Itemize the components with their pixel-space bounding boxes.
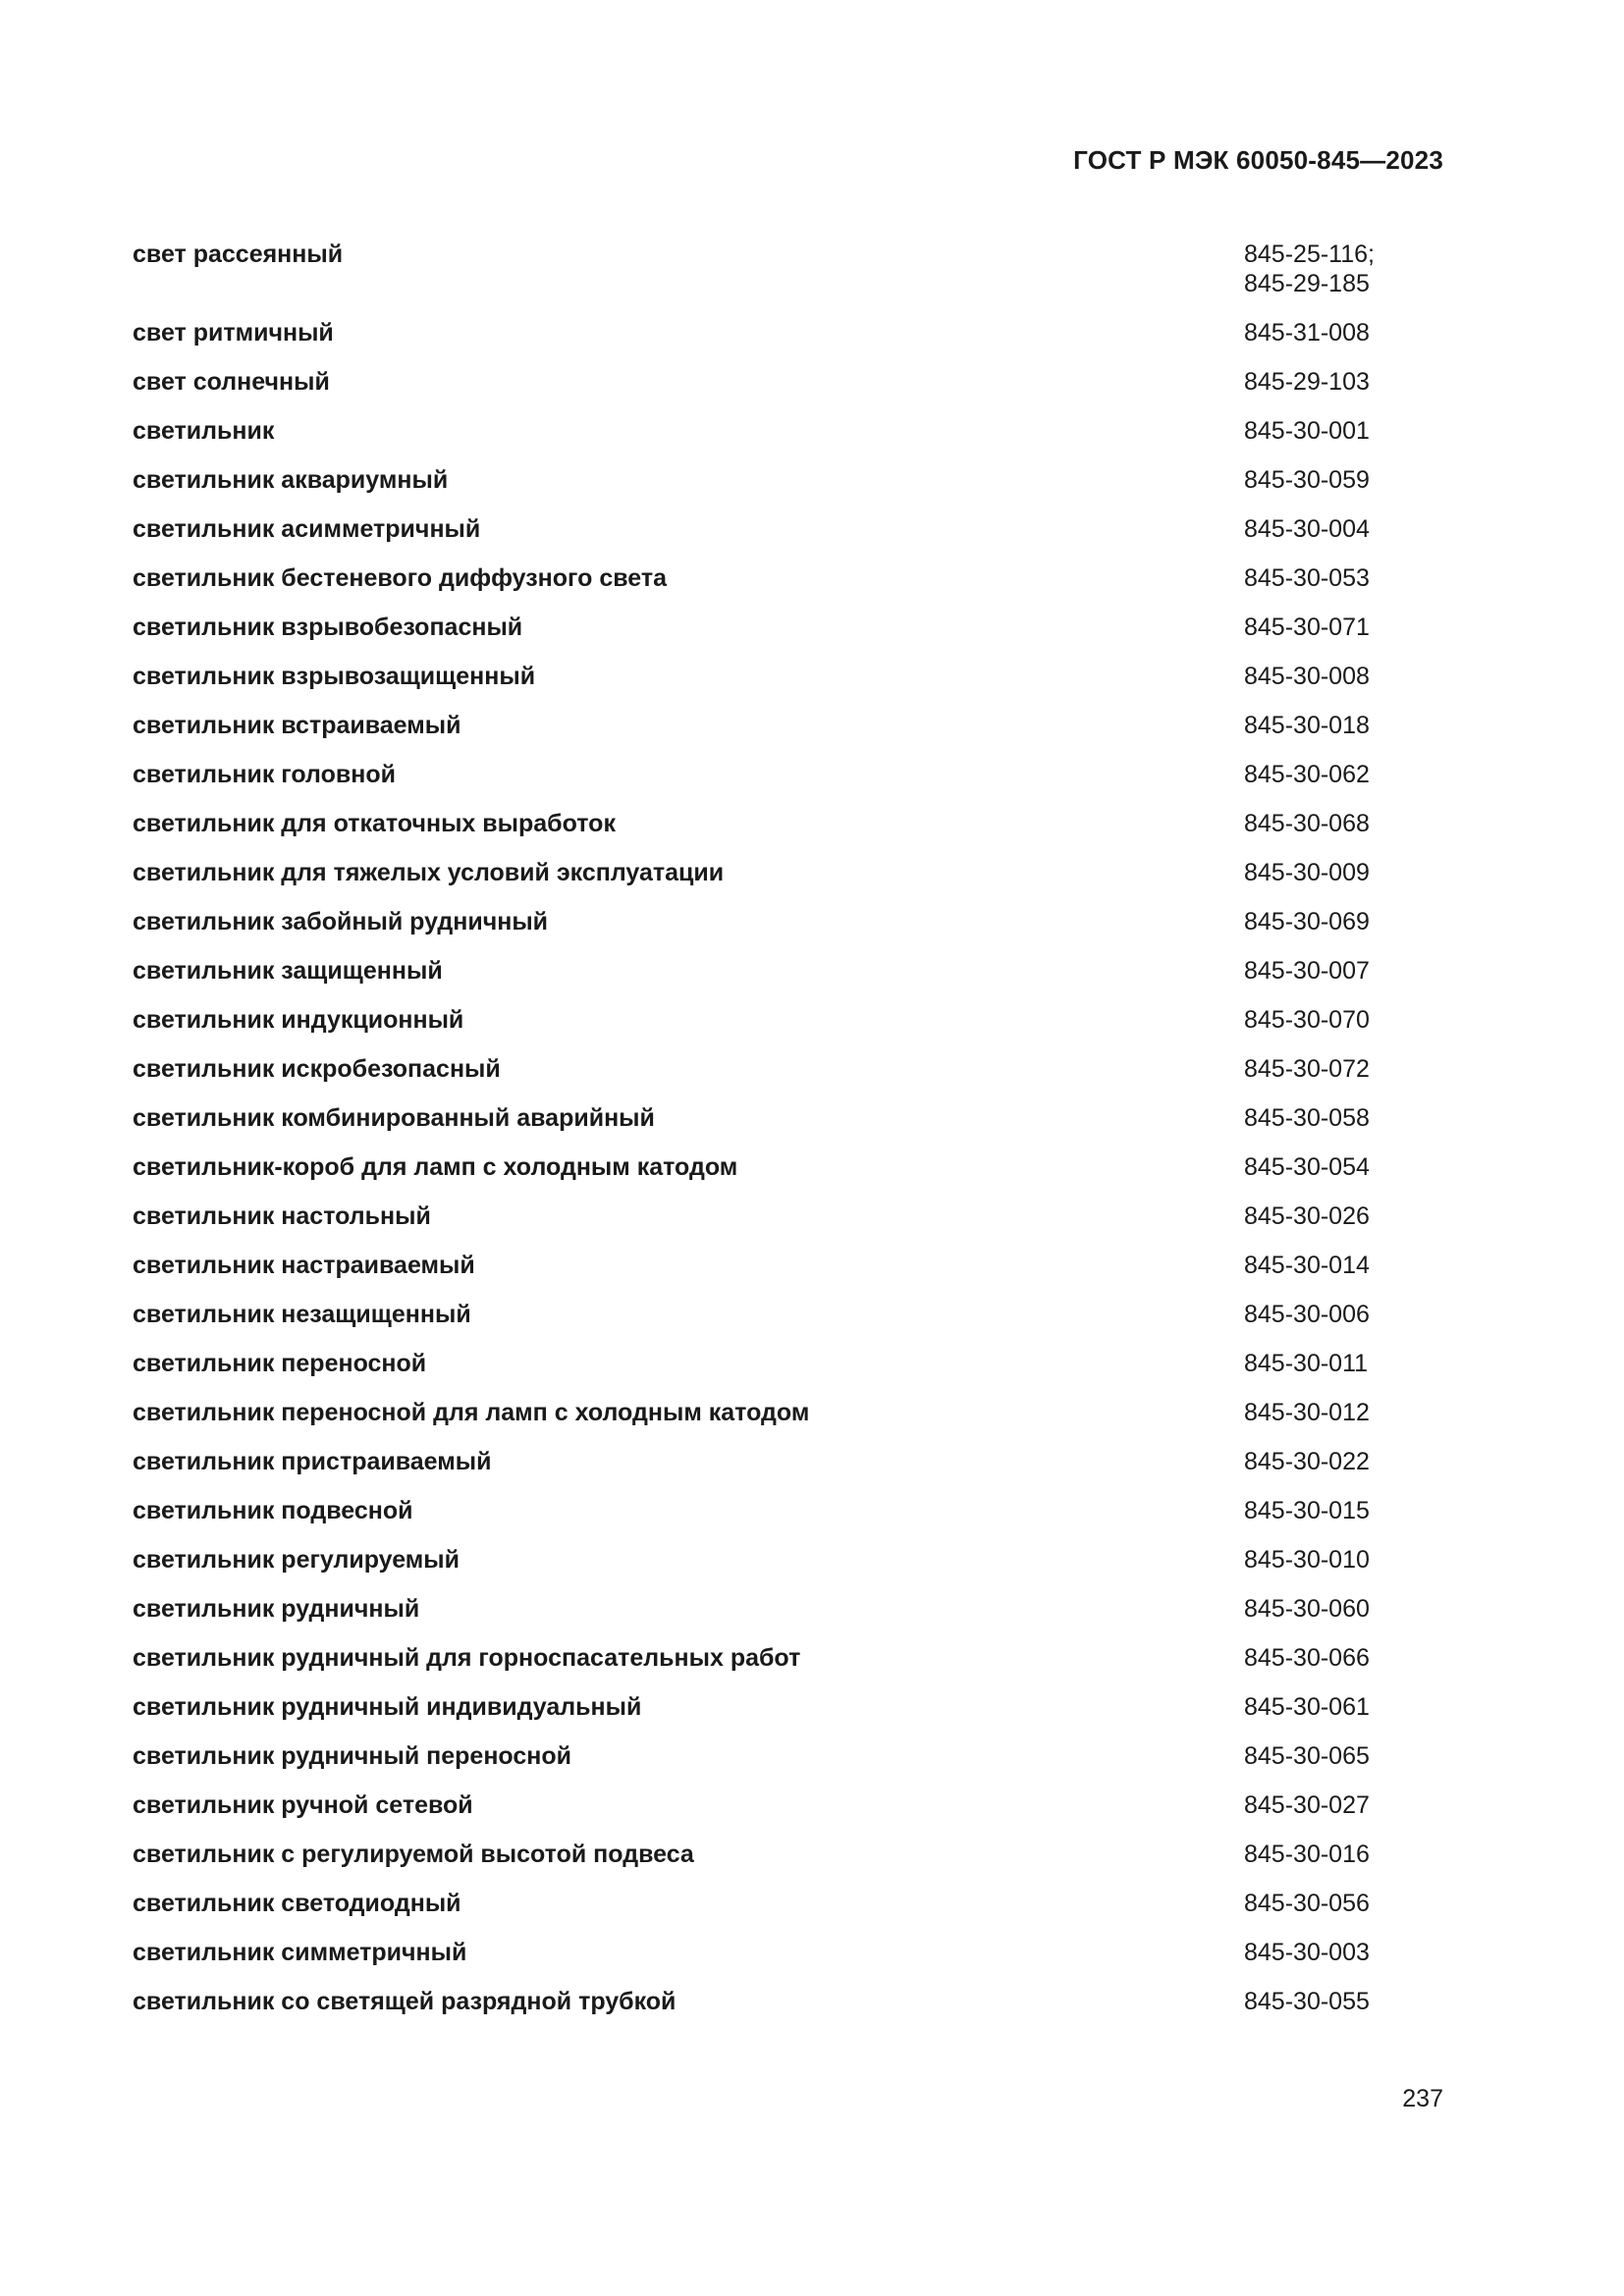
term-reference-number: 845-30-018 (1244, 712, 1370, 739)
index-entry (133, 416, 1391, 465)
term-reference-number: 845-30-062 (1244, 761, 1370, 788)
index-term: светильник защищенный (133, 957, 443, 985)
index-entry (133, 1398, 1391, 1447)
index-term-references (1244, 1840, 1370, 1869)
index-entry (133, 1300, 1391, 1349)
index-entry (133, 1741, 1391, 1790)
index-term-references (1244, 809, 1370, 838)
index-term: светильник для тяжелых условий эксплуатации (133, 859, 725, 886)
index-term: светильник (133, 417, 275, 445)
index-term-references (1244, 465, 1370, 495)
index-entry (133, 711, 1391, 760)
index-entry (133, 1054, 1391, 1103)
index-entry (133, 1840, 1391, 1889)
index-term-references (1244, 1741, 1370, 1771)
index-entry (133, 318, 1391, 367)
index-term-references (1244, 1938, 1370, 1967)
index-entry (133, 1496, 1391, 1545)
index-entry (133, 1790, 1391, 1840)
document-header: ГОСТ Р МЭК 60050-845—2023 (1073, 145, 1443, 175)
index-entry (133, 1545, 1391, 1594)
index-term: светильник-короб для ламп с холодным катодом (133, 1153, 738, 1181)
term-reference-number: 845-29-185 (1244, 270, 1370, 297)
index-term: светильник рудничный для горноспасательных работ (133, 1644, 801, 1672)
index-term-references (1244, 514, 1370, 544)
index-entry (133, 1201, 1391, 1251)
index-term-references (1244, 1054, 1370, 1084)
index-term-references (1244, 1005, 1370, 1035)
index-term-references (1244, 1545, 1370, 1575)
term-reference-number: 845-30-004 (1244, 515, 1370, 543)
term-reference-number: 845-30-003 (1244, 1939, 1370, 1966)
index-entry (133, 1005, 1391, 1054)
term-reference-number: 845-30-054 (1244, 1153, 1370, 1181)
index-term: светильник светодиодный (133, 1890, 461, 1917)
index-term: светильник с регулируемой высотой подвеса (133, 1841, 694, 1868)
index-term: светильник переносной (133, 1350, 427, 1377)
term-reference-number: 845-30-015 (1244, 1497, 1370, 1524)
index-entry (133, 1103, 1391, 1152)
term-reference-number: 845-30-001 (1244, 417, 1370, 445)
index-term-references (1244, 1201, 1370, 1231)
index-term-references (1244, 563, 1370, 593)
index-entry (133, 1594, 1391, 1643)
term-reference-number: 845-30-060 (1244, 1595, 1370, 1623)
index-entry (133, 613, 1391, 662)
index-term: светильник для откаточных выработок (133, 810, 616, 837)
page-number: 237 (1402, 2085, 1443, 2112)
index-entry (133, 563, 1391, 613)
term-reference-number: 845-30-053 (1244, 564, 1370, 592)
index-term-references (1244, 662, 1370, 691)
index-term: светильник встраиваемый (133, 712, 461, 739)
term-reference-number: 845-30-059 (1244, 466, 1370, 494)
index-entry (133, 1447, 1391, 1496)
index-term: светильник искробезопасный (133, 1055, 501, 1083)
index-term: светильник незащищенный (133, 1301, 471, 1328)
term-reference-number: 845-30-009 (1244, 859, 1370, 886)
index-term-references (1244, 858, 1370, 887)
term-reference-number: 845-30-061 (1244, 1693, 1370, 1721)
index-term-references (1244, 956, 1370, 986)
index-term-references (1244, 1349, 1368, 1378)
index-term: светильник ручной сетевой (133, 1791, 473, 1819)
index-term-references (1244, 1496, 1370, 1525)
index-term: светильник взрывозащищенный (133, 663, 536, 690)
index-term: светильник настраиваемый (133, 1252, 475, 1279)
index-term-references (1244, 240, 1375, 298)
index-term: светильник аквариумный (133, 466, 449, 494)
index-term: светильник асимметричный (133, 515, 481, 543)
index-entry (133, 465, 1391, 514)
term-reference-number: 845-30-008 (1244, 663, 1370, 690)
index-term-references (1244, 1889, 1370, 1918)
index-entry (133, 1692, 1391, 1741)
index-term-references (1244, 1987, 1370, 2016)
index-term-references (1244, 1152, 1370, 1182)
term-reference-number: 845-30-010 (1244, 1546, 1370, 1574)
index-entry (133, 514, 1391, 563)
index-term: светильник бестеневого диффузного света (133, 564, 667, 592)
index-term: светильник рудничный (133, 1595, 420, 1623)
index-term-references (1244, 1447, 1370, 1476)
index-term: свет ритмичный (133, 319, 334, 347)
index-term: светильник подвесной (133, 1497, 413, 1524)
index-term-references (1244, 1643, 1370, 1673)
term-reference-number: 845-30-065 (1244, 1742, 1370, 1770)
term-reference-number: 845-30-056 (1244, 1890, 1370, 1917)
index-term-references (1244, 1251, 1370, 1280)
term-reference-number: 845-30-072 (1244, 1055, 1370, 1083)
index-term: светильник головной (133, 761, 396, 788)
index-term: светильник симметричный (133, 1939, 467, 1966)
term-reference-number: 845-30-068 (1244, 810, 1370, 837)
term-reference-number: 845-31-008 (1244, 319, 1370, 347)
term-reference-number: 845-30-007 (1244, 957, 1370, 985)
index-term-references (1244, 711, 1370, 740)
index-term: светильник со светящей разрядной трубкой (133, 1988, 677, 2015)
index-entry (133, 662, 1391, 711)
term-reference-number: 845-30-006 (1244, 1301, 1370, 1328)
index-term-references (1244, 907, 1370, 936)
index-term: светильник переносной для ламп с холодным катодом (133, 1399, 810, 1426)
term-reference-number: 845-29-103 (1244, 368, 1370, 396)
term-reference-number: 845-30-014 (1244, 1252, 1370, 1279)
index-term: свет рассеянный (133, 240, 344, 268)
term-reference-number: 845-30-016 (1244, 1841, 1370, 1868)
term-reference-number: 845-30-055 (1244, 1988, 1370, 2015)
index-entry (133, 1349, 1391, 1398)
index-term-references (1244, 613, 1370, 642)
term-reference-number: 845-30-027 (1244, 1791, 1370, 1819)
index-term-references (1244, 1103, 1370, 1133)
index-term-references (1244, 1790, 1370, 1820)
index-entry (133, 1889, 1391, 1938)
index-term: светильник настольный (133, 1202, 431, 1230)
term-reference-number: 845-30-058 (1244, 1104, 1370, 1132)
index-entry (133, 1251, 1391, 1300)
term-reference-number: 845-30-011 (1244, 1350, 1369, 1377)
index-term: светильник рудничный индивидуальный (133, 1693, 642, 1721)
term-reference-number: 845-30-069 (1244, 908, 1370, 935)
index-term-references (1244, 1594, 1370, 1624)
index-term-references (1244, 367, 1370, 397)
index-term: светильник регулируемый (133, 1546, 460, 1574)
index-term: светильник рудничный переносной (133, 1742, 572, 1770)
index-entry (133, 1152, 1391, 1201)
term-index-list (133, 240, 1391, 2036)
index-term-references (1244, 1398, 1370, 1427)
index-entry (133, 1938, 1391, 1987)
index-term: светильник комбинированный аварийный (133, 1104, 655, 1132)
index-entry (133, 1643, 1391, 1692)
index-term: свет солнечный (133, 368, 330, 396)
term-reference-number: 845-25-116; (1244, 240, 1375, 268)
index-term-references (1244, 318, 1370, 347)
index-term-references (1244, 1692, 1370, 1722)
index-term-references (1244, 1300, 1370, 1329)
term-reference-number: 845-30-066 (1244, 1644, 1370, 1672)
index-term: светильник взрывобезопасный (133, 614, 523, 641)
term-reference-number: 845-30-070 (1244, 1006, 1370, 1034)
index-entry (133, 907, 1391, 956)
index-term-references (1244, 760, 1370, 789)
term-reference-number: 845-30-026 (1244, 1202, 1370, 1230)
index-entry (133, 760, 1391, 809)
term-reference-number: 845-30-022 (1244, 1448, 1370, 1475)
index-entry (133, 240, 1391, 318)
index-entry (133, 956, 1391, 1005)
index-entry (133, 1987, 1391, 2036)
index-entry (133, 809, 1391, 858)
term-reference-number: 845-30-012 (1244, 1399, 1370, 1426)
index-term: светильник индукционный (133, 1006, 464, 1034)
index-term-references (1244, 416, 1370, 446)
index-term: светильник забойный рудничный (133, 908, 549, 935)
index-entry (133, 858, 1391, 907)
term-reference-number: 845-30-071 (1244, 614, 1370, 641)
index-term: светильник пристраиваемый (133, 1448, 492, 1475)
index-entry (133, 367, 1391, 416)
